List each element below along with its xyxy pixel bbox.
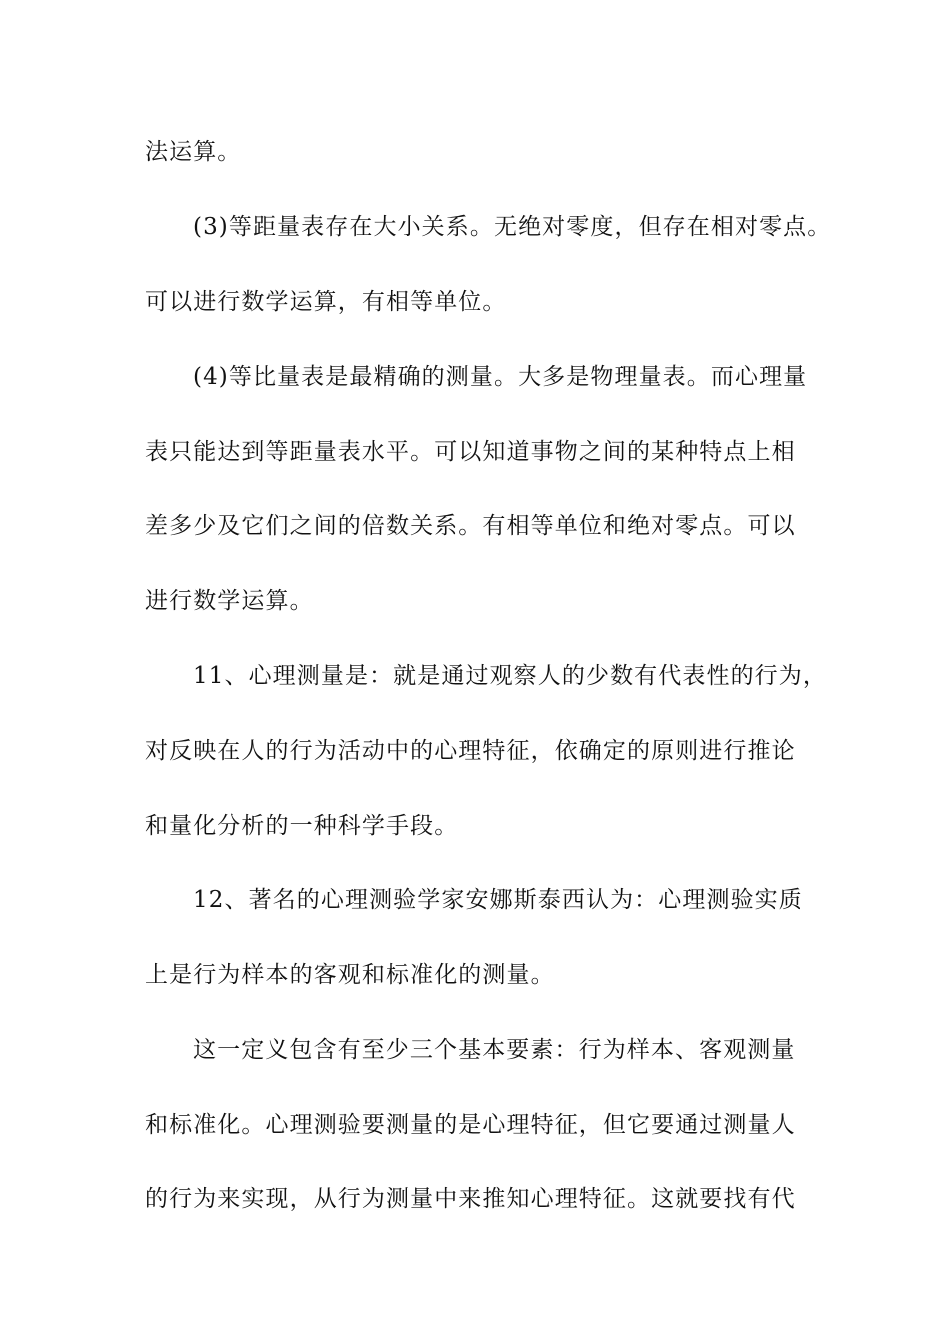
text-line: 差多少及它们之间的倍数关系。有相等单位和绝对零点。可以 bbox=[145, 513, 796, 539]
text-line: 这一定义包含有至少三个基本要素：行为样本、客观测量 bbox=[193, 1037, 796, 1063]
text-line: (3)等距量表存在大小关系。无绝对零度，但存在相对零点。 bbox=[193, 214, 832, 240]
text-line: 和标准化。心理测验要测量的是心理特征，但它要通过测量人 bbox=[145, 1112, 796, 1138]
text-line: 可以进行数学运算，有相等单位。 bbox=[145, 289, 507, 315]
text-line: 和量化分析的一种科学手段。 bbox=[145, 813, 459, 839]
text-line: 进行数学运算。 bbox=[145, 588, 314, 614]
text-line: (4)等比量表是最精确的测量。大多是物理量表。而心理量 bbox=[193, 364, 808, 390]
text-line: 表只能达到等距量表水平。可以知道事物之间的某种特点上相 bbox=[145, 439, 796, 465]
text-line: 12、著名的心理测验学家安娜斯泰西认为：心理测验实质 bbox=[193, 887, 803, 913]
text-line: 11、心理测量是：就是通过观察人的少数有代表性的行为， bbox=[193, 663, 827, 689]
text-line: 法运算。 bbox=[145, 139, 242, 165]
text-line: 对反映在人的行为活动中的心理特征，依确定的原则进行推论 bbox=[145, 738, 796, 764]
text-line: 的行为来实现，从行为测量中来推知心理特征。这就要找有代 bbox=[145, 1186, 796, 1212]
text-line: 上是行为样本的客观和标准化的测量。 bbox=[145, 962, 555, 988]
